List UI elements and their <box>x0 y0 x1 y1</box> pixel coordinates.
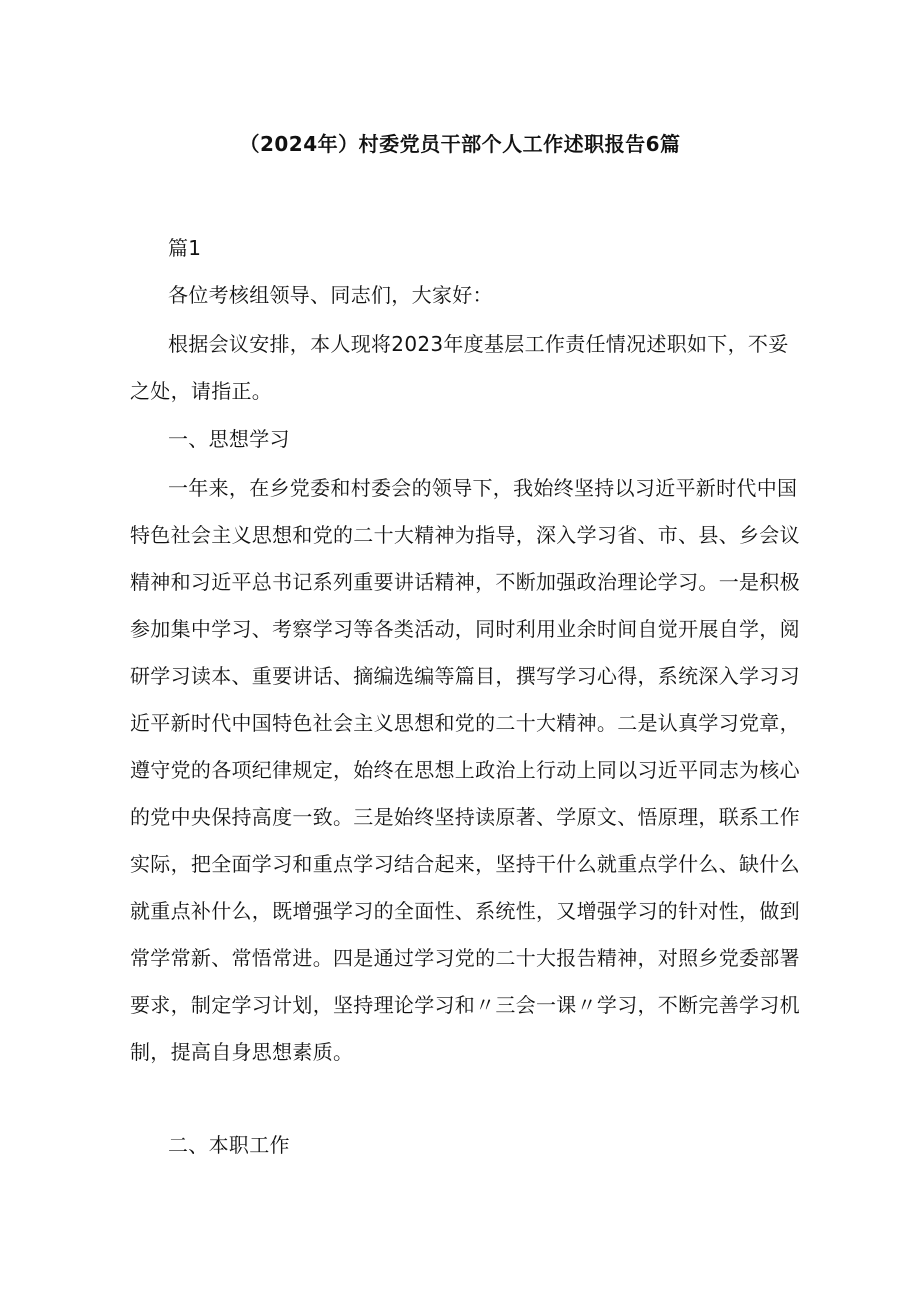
greeting-text: 各位考核组领导、同志们，大家好： <box>168 283 493 307</box>
intro-line: 之处，请指正。 <box>130 379 273 403</box>
document-title: （2024年）村委党员干部个人工作述职报告6篇 <box>239 132 681 156</box>
body-line: 一年来，在乡党委和村委会的领导下，我始终坚持以习近平新时代中国 <box>168 476 798 500</box>
section-label-text: 篇1 <box>168 236 202 260</box>
body-line: 研学习读本、重要讲话、摘编选编等篇目，撰写学习心得，系统深入学习习 <box>130 664 800 688</box>
body-line: 遵守党的各项纪律规定，始终在思想上政治上行动上同以习近平同志为核心 <box>130 758 800 782</box>
body-paragraph <box>130 465 800 1076</box>
section-label <box>130 225 795 272</box>
body-line: 特色社会主义思想和党的二十大精神为指导，深入学习省、市、县、乡会议 <box>130 523 800 547</box>
greeting-paragraph <box>130 272 795 319</box>
body-line: 就重点补什么，既增强学习的全面性、系统性，又增强学习的针对性，做到 <box>130 899 800 923</box>
heading-job-work <box>130 1122 795 1169</box>
body-line: 近平新时代中国特色社会主义思想和党的二十大精神。二是认真学习党章， <box>130 711 800 735</box>
heading-thought-study <box>130 416 795 463</box>
heading-1-text: 一、思想学习 <box>168 427 290 451</box>
body-line: 精神和习近平总书记系列重要讲话精神，不断加强政治理论学习。一是积极 <box>130 570 800 594</box>
intro-line: 根据会议安排，本人现将2023年度基层工作责任情况述职如下，不妥 <box>168 332 789 356</box>
body-line: 制，提高自身思想素质。 <box>130 1040 354 1064</box>
body-line: 实际，把全面学习和重点学习结合起来，坚持干什么就重点学什么、缺什么 <box>130 852 800 876</box>
body-line: 参加集中学习、考察学习等各类活动，同时利用业余时间自觉开展自学，阅 <box>130 617 800 641</box>
heading-2-text: 二、本职工作 <box>168 1133 290 1157</box>
intro-paragraph <box>130 321 795 415</box>
body-line: 要求，制定学习计划，坚持理论学习和〃三会一课〃学习，不断完善学习机 <box>130 993 800 1017</box>
body-line: 的党中央保持高度一致。三是始终坚持读原著、学原文、悟原理，联系工作 <box>130 805 800 829</box>
body-line: 常学常新、常悟常进。四是通过学习党的二十大报告精神，对照乡党委部署 <box>130 946 800 970</box>
